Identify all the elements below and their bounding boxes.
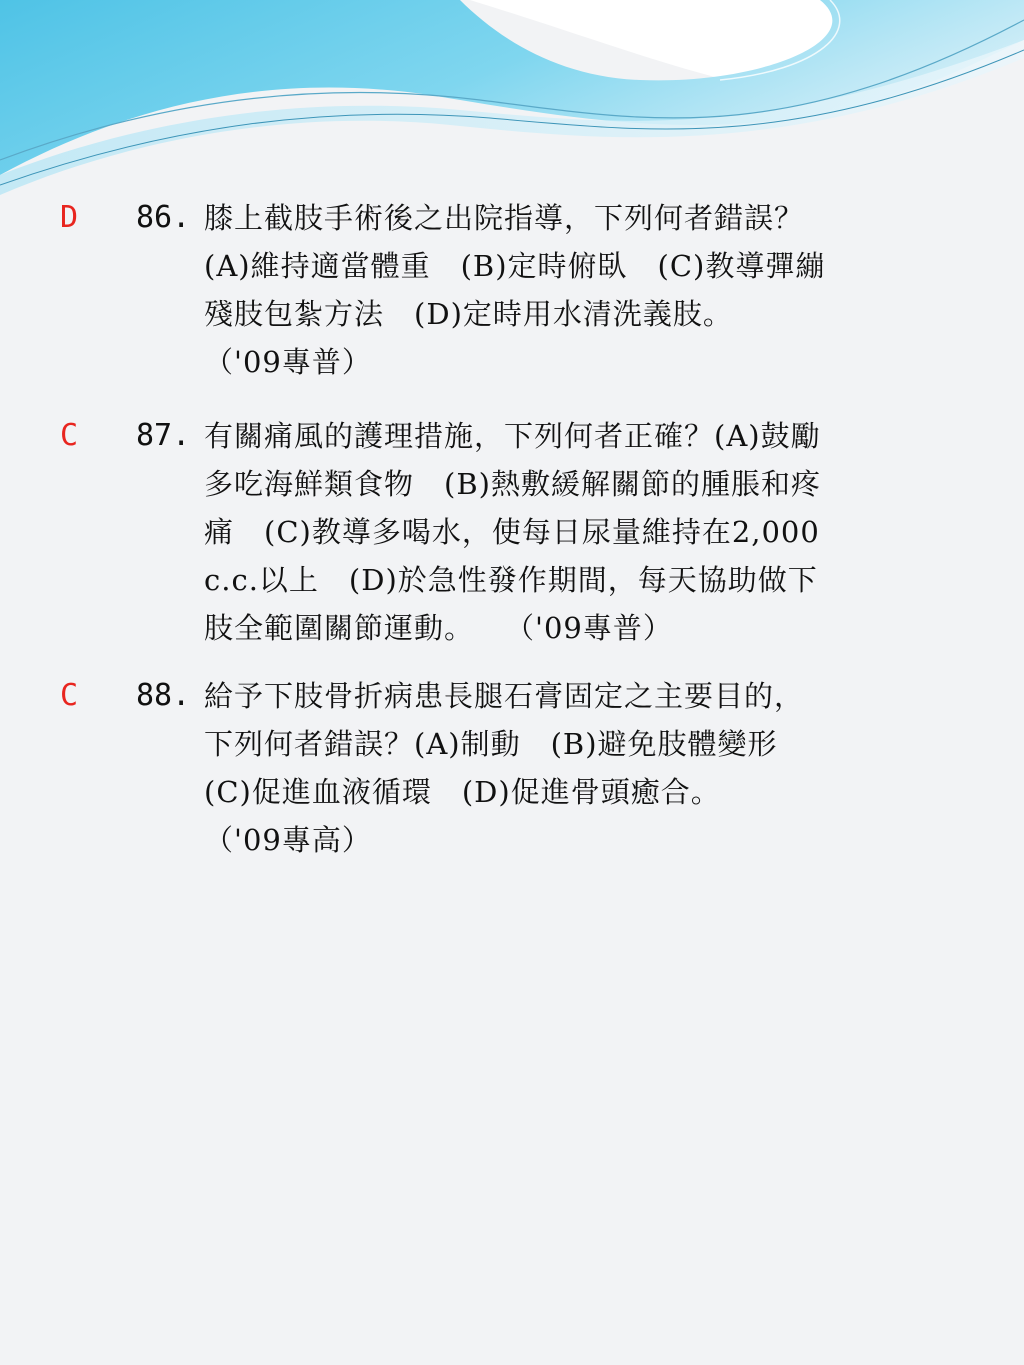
question-text-line: 殘肢包紮方法 (D)定時用水清洗義肢。 [204, 297, 733, 331]
answer-key: C [60, 418, 79, 453]
question-number: 88. [136, 678, 191, 713]
question-text-line: 有關痛風的護理措施，下列何者正確？(A)鼓勵 [204, 419, 821, 453]
question-text-line: (A)維持適當體重 (B)定時俯臥 (C)教導彈繃 [204, 249, 826, 283]
question-number: 86. [136, 200, 191, 235]
question-text-line: c.c.以上 (D)於急性發作期間，每天協助做下 [204, 563, 818, 597]
question-text-line: 膝上截肢手術後之出院指導，下列何者錯誤？ [204, 201, 805, 235]
wave-header-decoration [0, 0, 1024, 200]
answer-key: C [60, 678, 79, 713]
question-text-line: 給予下肢骨折病患長腿石膏固定之主要目的， [204, 679, 805, 713]
question-text-line: 痛 (C)教導多喝水，使每日尿量維持在2,000 [204, 515, 820, 549]
question-text-line: 下列何者錯誤？(A)制動 (B)避免肢體變形 [204, 727, 778, 761]
answer-key: D [60, 200, 79, 235]
question-text-line: 多吃海鮮類食物 (B)熱敷緩解關節的腫脹和疼 [204, 467, 821, 501]
question-number: 87. [136, 418, 191, 453]
question-source: （'09專高） [204, 823, 372, 857]
question-source: （'09專普） [204, 345, 372, 379]
question-text-line: 肢全範圍關節運動。 （'09專普） [204, 611, 673, 645]
question-text-line: (C)促進血液循環 (D)促進骨頭癒合。 [204, 775, 721, 809]
